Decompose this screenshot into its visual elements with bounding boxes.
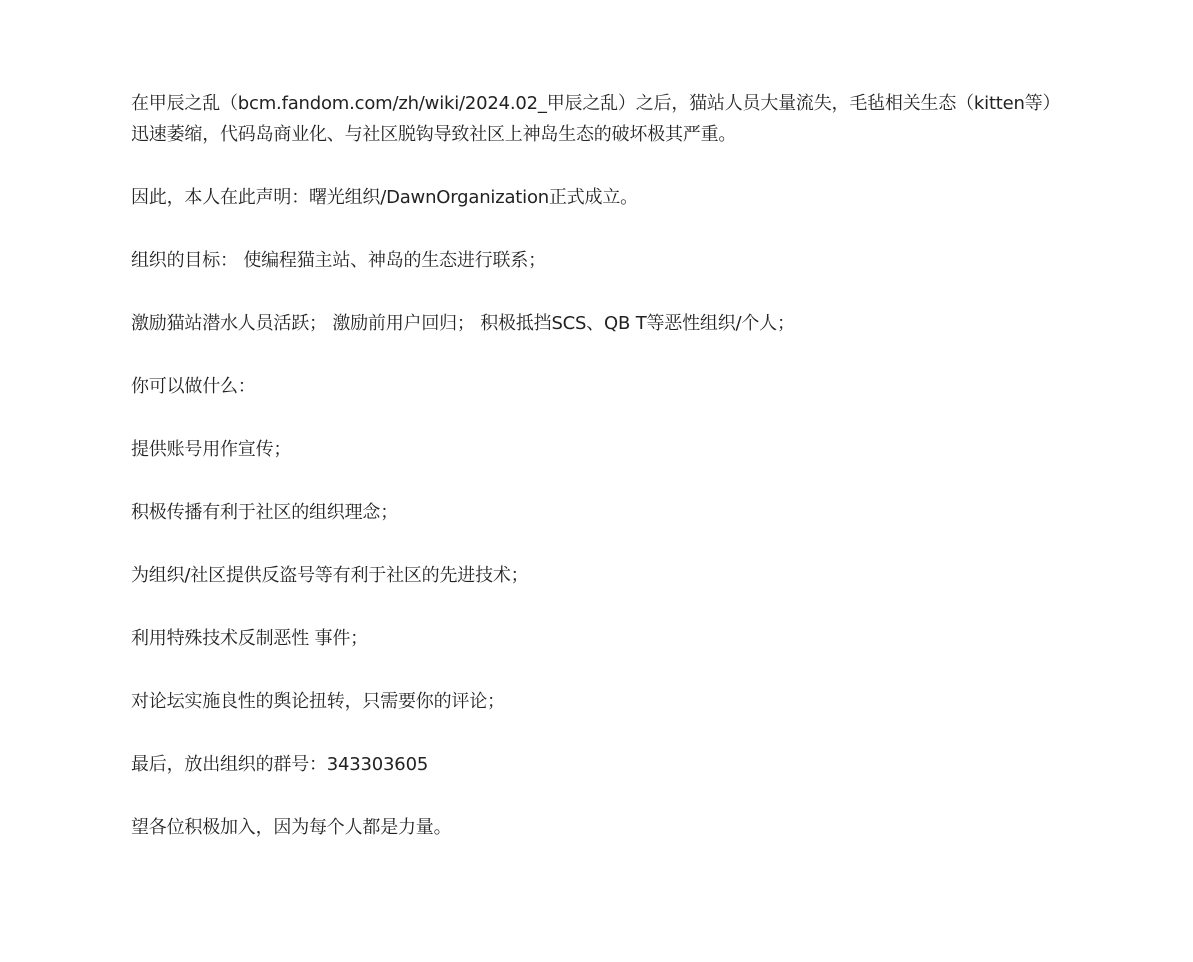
list-item-provide-technology: 为组织/社区提供反盗号等有利于社区的先进技术； <box>131 565 529 586</box>
document-body <box>131 88 1071 875</box>
paragraph-group-number: 最后，放出组织的群号：343303605 <box>131 754 429 775</box>
paragraph-goal-details: 激励猫站潜水人员活跃； 激励前用户回归； 积极抵挡SCS、QB T等恶性组织/个人； <box>131 313 795 334</box>
list-item-provide-account: 提供账号用作宣传； <box>131 439 292 460</box>
list-item-spread-ideas: 积极传播有利于社区的组织理念； <box>131 502 398 523</box>
list-item-public-opinion: 对论坛实施良性的舆论扭转，只需要你的评论； <box>131 691 505 712</box>
paragraph-intro: 在甲辰之乱（bcm.fandom.com/zh/wiki/2024.02_甲辰之乱）之后，猫站人员大量流失，毛毡相关生态（kitten等）迅速萎缩，代码岛商业化、与社区脱钩导致社区上神岛生态的破坏极其严重。 <box>131 93 1061 145</box>
paragraph-declaration: 因此，本人在此声明：曙光组织/DawnOrganization正式成立。 <box>131 187 638 208</box>
paragraph-closing: 望各位积极加入，因为每个人都是力量。 <box>131 817 452 838</box>
list-item-counter-events: 利用特殊技术反制恶性 事件； <box>131 628 368 649</box>
paragraph-what-you-can-do: 你可以做什么： <box>131 376 256 397</box>
paragraph-goal: 组织的目标： 使编程猫主站、神岛的生态进行联系； <box>131 250 546 271</box>
